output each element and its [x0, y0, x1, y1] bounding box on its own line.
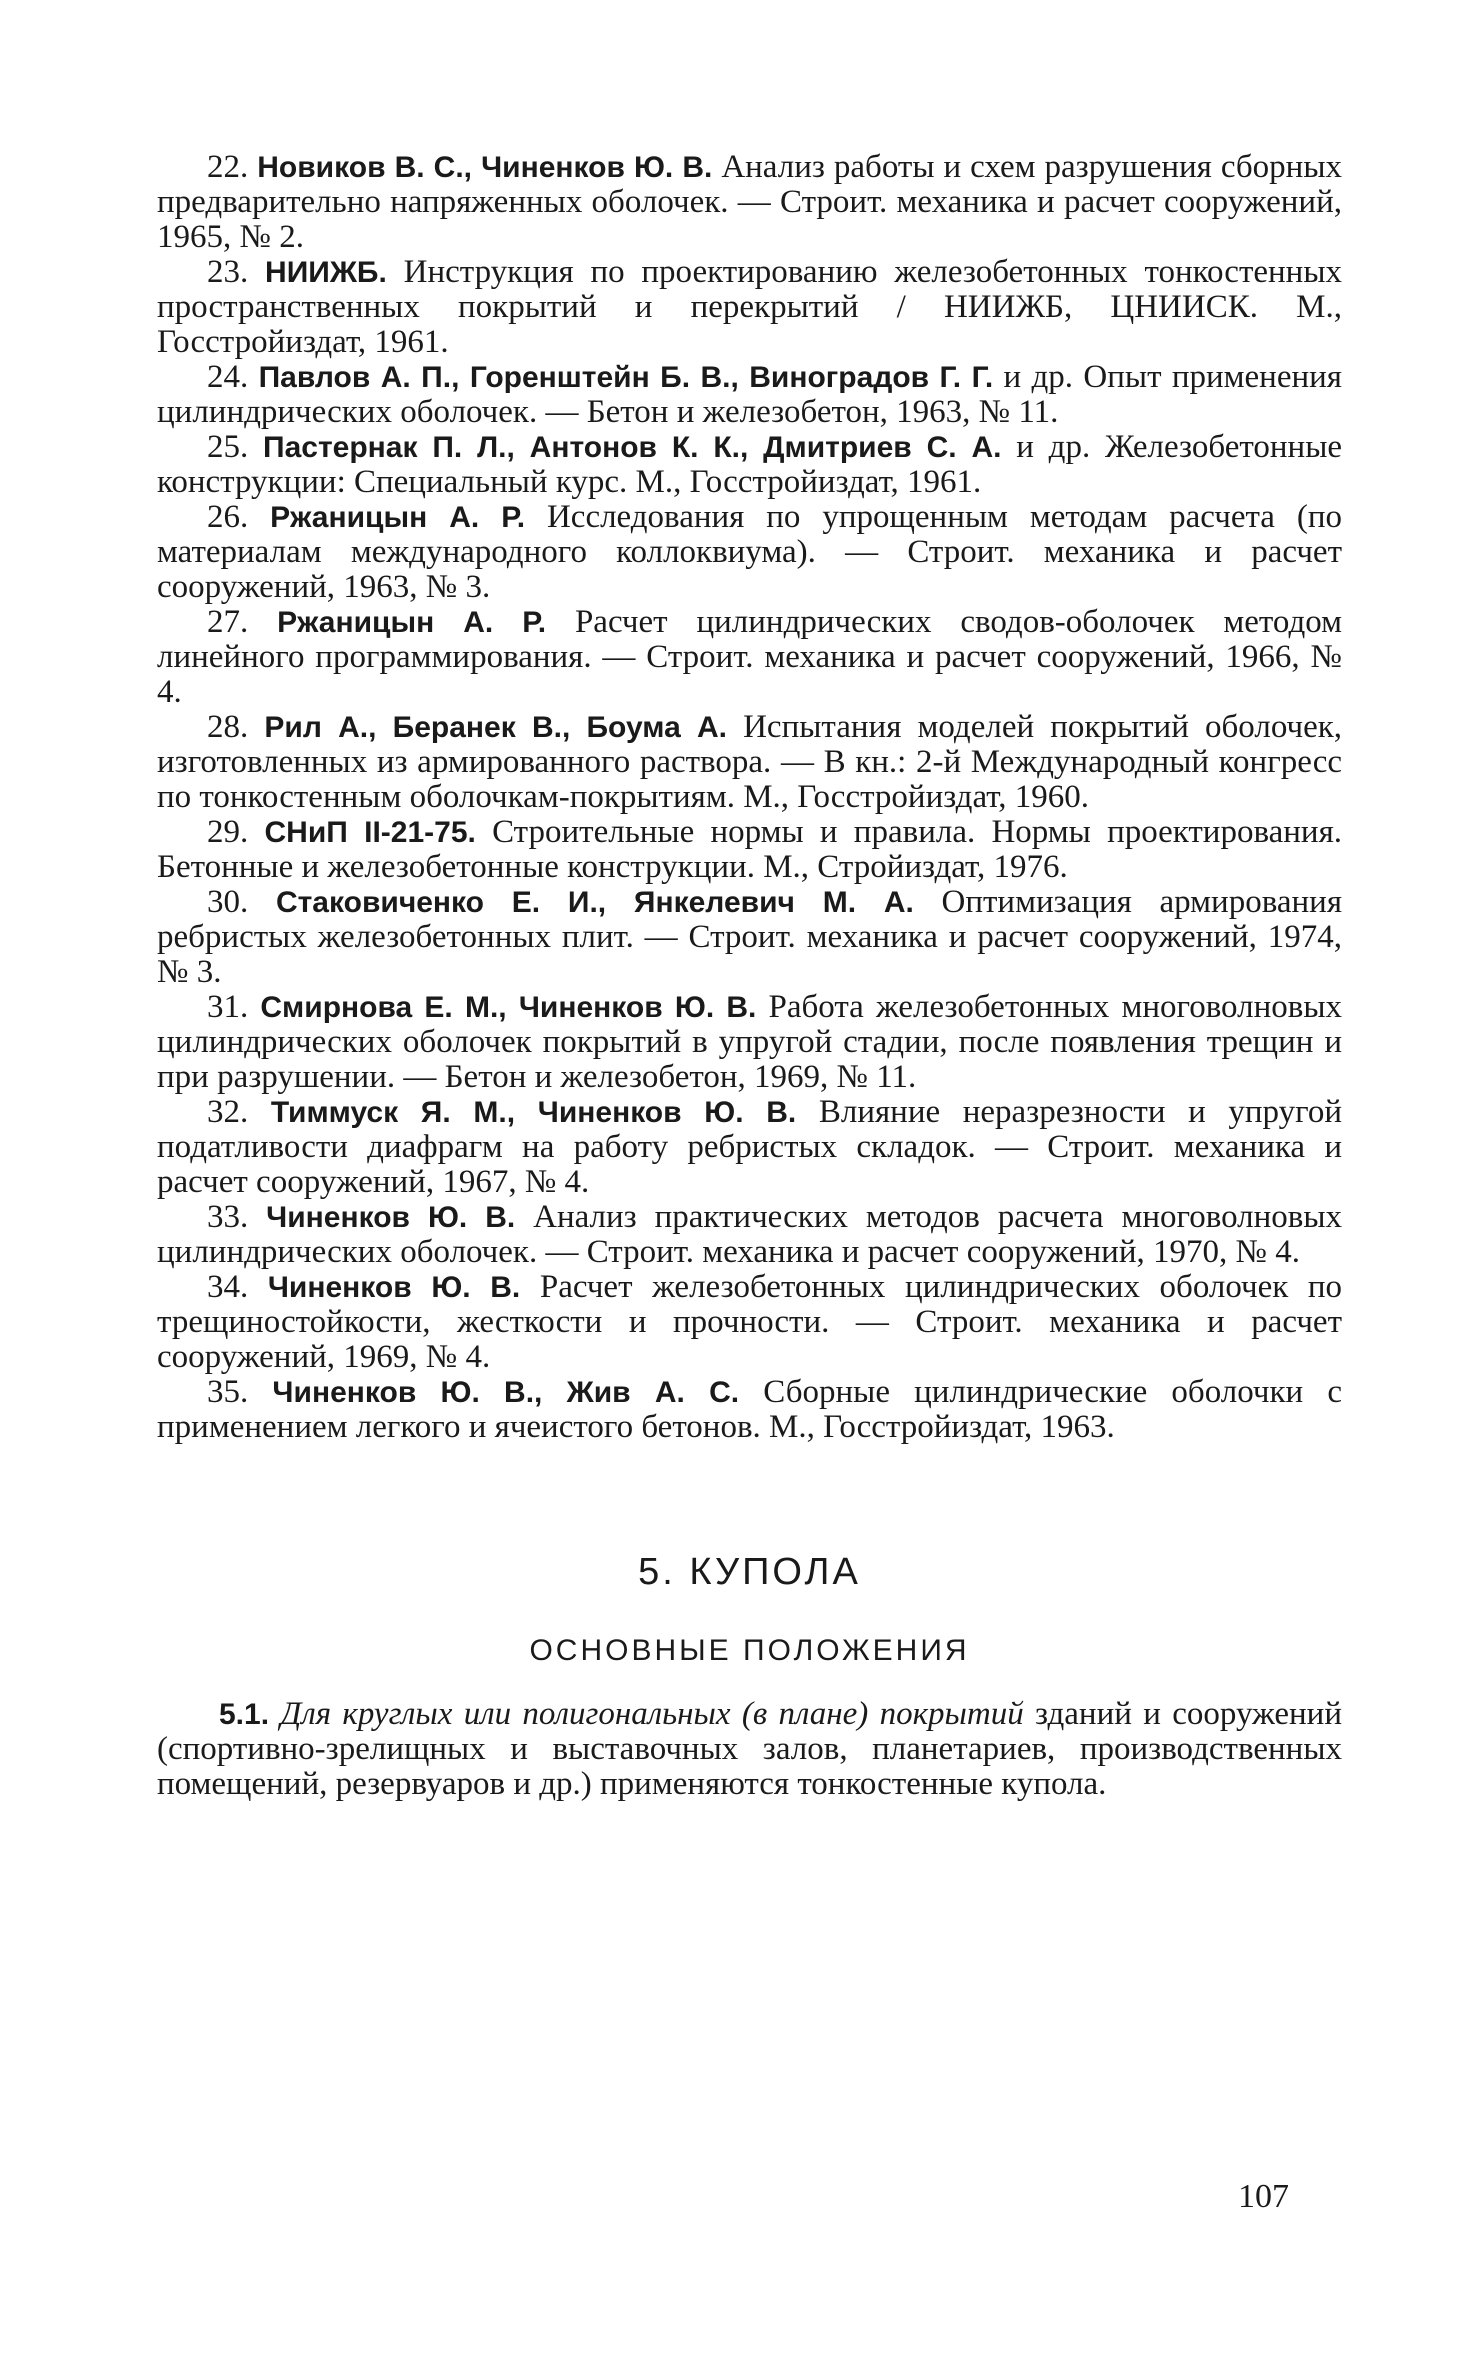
reference-item: 31. Смирнова Е. М., Чиненков Ю. В. Работа железобетонных многоволновых цилиндрических оболочек покрытий в упругой стадии, после появления трещин и при разрушении. — Бетон и железобетон, 1969, № 11.	[157, 989, 1342, 1095]
reference-authors: Пастернак П. Л., Антонов К. К., Дмитриев С. А.	[263, 431, 1002, 464]
reference-authors: Чиненков Ю. В.	[266, 1201, 516, 1234]
reference-authors: Павлов А. П., Горенштейн Б. В., Виноградов Г. Г.	[258, 361, 994, 394]
reference-authors: НИИЖБ.	[265, 256, 387, 289]
reference-authors: СНиП II-21-75.	[264, 816, 476, 849]
paragraph-lead: Для круглых или полигональных (в плане) покрытий	[269, 1696, 1024, 1732]
page-number: 107	[1238, 2178, 1289, 2215]
reference-authors: Смирнова Е. М., Чиненков Ю. В.	[260, 991, 757, 1024]
chapter-title: 5. КУПОЛА	[638, 1551, 861, 1593]
reference-list	[157, 150, 1342, 1445]
reference-item: 35. Чиненков Ю. В., Жив А. С. Сборные цилиндрические оболочки с применением легкого и ячеистого бетонов. М., Госстройиздат, 1963.	[157, 1374, 1342, 1445]
paragraph-number: 5.1.	[219, 1698, 270, 1731]
page-content	[157, 150, 1342, 1835]
reference-item: 32. Тиммуск Я. М., Чиненков Ю. В. Влияние неразрезности и упругой податливости диафрагм на работу ребристых складок. — Строит. механика и расчет сооружений, 1967, № 4.	[157, 1094, 1342, 1200]
section-title: ОСНОВНЫЕ ПОЛОЖЕНИЯ	[529, 1634, 970, 1667]
reference-item: 29. СНиП II-21-75. Строительные нормы и правила. Нормы проектирования. Бетонные и железобетонные конструкции. М., Стройиздат, 1976.	[157, 814, 1343, 885]
body-paragraph: 5.1. Для круглых или полигональных (в плане) покрытий зданий и сооружений (спортивно-зрелищных и выставочных залов, планетариев, производственных помещений, резервуаров и др.) применяются тонкостенные купола.	[157, 1696, 1342, 1802]
reference-item: 24. Павлов А. П., Горенштейн Б. В., Виноградов Г. Г. и др. Опыт применения цилиндрических оболочек. — Бетон и железобетон, 1963, № 11.	[157, 359, 1342, 430]
reference-item: 27. Ржаницын А. Р. Расчет цилиндрических сводов-оболочек методом линейного программирования. — Строит. механика и расчет сооружений, 1966, № 4.	[157, 604, 1343, 710]
reference-item: 30. Стаковиченко Е. И., Янкелевич М. А. Оптимизация армирования ребристых железобетонных плит. — Строит. механика и расчет сооружений, 1974, № 3.	[157, 884, 1342, 990]
reference-authors: Новиков В. С., Чиненков Ю. В.	[257, 151, 713, 184]
reference-item: 26. Ржаницын А. Р. Исследования по упрощенным методам расчета (по материалам международного коллоквиума). — Строит. механика и расчет сооружений, 1963, № 3.	[157, 499, 1343, 605]
reference-authors: Чиненков Ю. В.	[267, 1271, 521, 1304]
reference-authors: Стаковиченко Е. И., Янкелевич М. А.	[275, 886, 914, 919]
reference-authors: Рил А., Беранек В., Боума А.	[264, 711, 727, 744]
reference-item: 22. Новиков В. С., Чиненков Ю. В. Анализ работы и схем разрушения сборных предварительно напряженных оболочек. — Строит. механика и расчет сооружений, 1965, № 2.	[157, 149, 1343, 255]
reference-item: 28. Рил А., Беранек В., Боума А. Испытания моделей покрытий оболочек, изготовленных из армированного раствора. — В кн.: 2-й Международный конгресс по тонкостенным оболочкам-покрытиям. М., Госстройиздат, 1960.	[157, 709, 1343, 815]
reference-authors: Тиммуск Я. М., Чиненков Ю. В.	[270, 1096, 797, 1129]
reference-authors: Ржаницын А. Р.	[270, 501, 526, 534]
reference-authors: Чиненков Ю. В., Жив А. С.	[272, 1376, 740, 1409]
reference-authors: Ржаницын А. Р.	[277, 606, 547, 639]
reference-item: 25. Пастернак П. Л., Антонов К. К., Дмитриев С. А. и др. Железобетонные конструкции: Специальный курс. М., Госстройиздат, 1961.	[157, 429, 1343, 500]
reference-item: 33. Чиненков Ю. В. Анализ практических методов расчета многоволновых цилиндрических оболочек. — Строит. механика и расчет сооружений, 1970, № 4.	[157, 1199, 1343, 1270]
reference-item: 34. Чиненков Ю. В. Расчет железобетонных цилиндрических оболочек по трещиностойкости, жесткости и прочности. — Строит. механика и расчет сооружений, 1969, № 4.	[157, 1269, 1343, 1375]
reference-item: 23. НИИЖБ. Инструкция по проектированию железобетонных тонкостенных пространственных покрытий и перекрытий / НИИЖБ, ЦНИИСК. М., Госстройиздат, 1961.	[157, 254, 1342, 360]
